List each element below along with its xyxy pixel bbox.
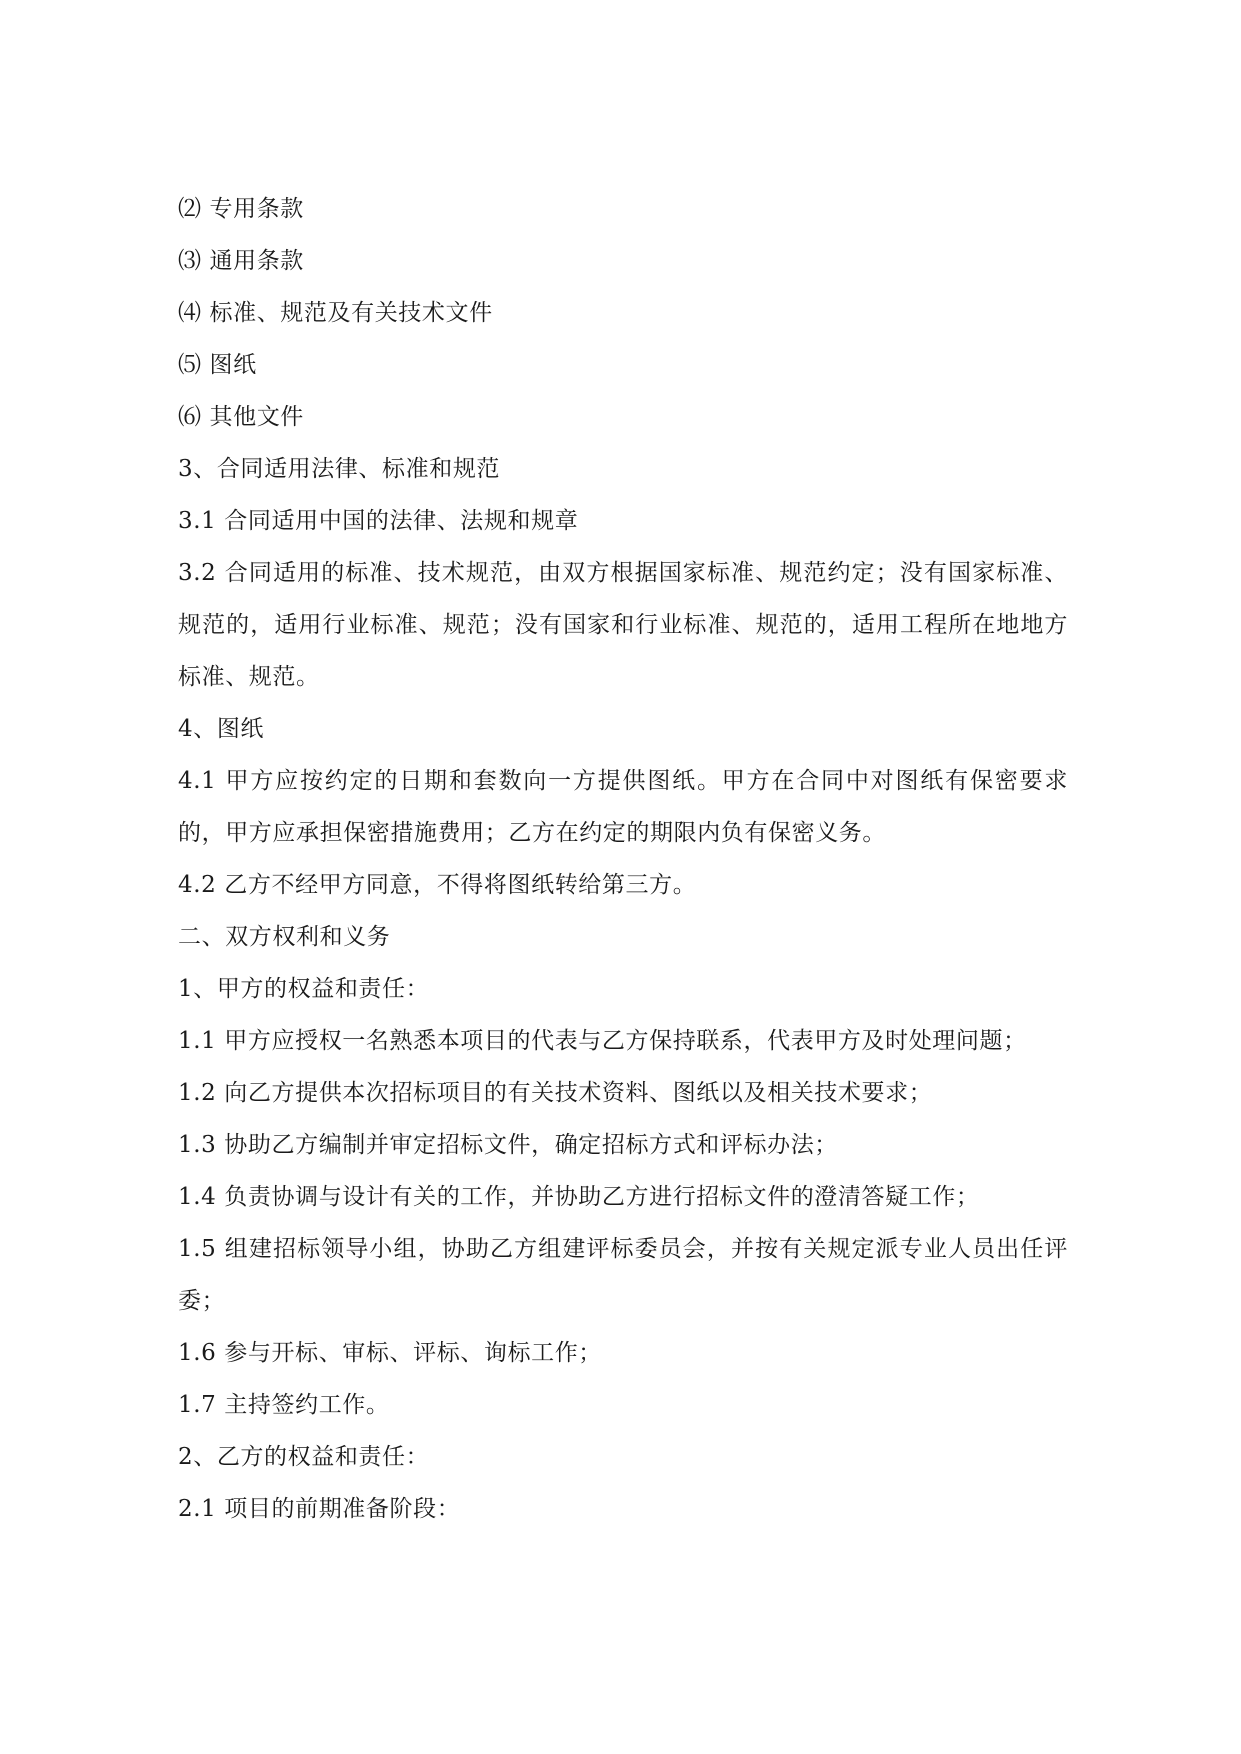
clause-4-2: 4.2 乙方不经甲方同意，不得将图纸转给第三方。 (178, 872, 697, 898)
clause-1-7: 1.7 主持签约工作。 (178, 1392, 390, 1418)
section-heading-4: 4、图纸 (178, 716, 265, 742)
document-body (178, 183, 1068, 1535)
paragraph-item-2: ⑵ 专用条款 (178, 196, 304, 222)
clause-1-5: 1.5 组建招标领导小组，协助乙方组建评标委员会，并按有关规定派专业人员出任评委； (178, 1236, 1068, 1314)
clause-1-3: 1.3 协助乙方编制并审定招标文件，确定招标方式和评标办法； (178, 1132, 838, 1158)
clause-3-2: 3.2 合同适用的标准、技术规范，由双方根据国家标准、规范约定；没有国家标准、规范的，适用行业标准、规范；没有国家和行业标准、规范的，适用工程所在地地方标准、规范。 (178, 560, 1068, 690)
paragraph-item-4: ⑷ 标准、规范及有关技术文件 (178, 300, 493, 326)
chapter-heading-2: 二、双方权利和义务 (178, 924, 391, 950)
clause-1-4: 1.4 负责协调与设计有关的工作，并协助乙方进行招标文件的澄清答疑工作； (178, 1184, 980, 1210)
paragraph-item-6: ⑹ 其他文件 (178, 404, 304, 430)
section-heading-3: 3、合同适用法律、标准和规范 (178, 456, 501, 482)
section-heading-party-b: 2、乙方的权益和责任： (178, 1444, 430, 1470)
paragraph-item-5: ⑸ 图纸 (178, 352, 257, 378)
paragraph-item-3: ⑶ 通用条款 (178, 248, 304, 274)
clause-1-6: 1.6 参与开标、审标、评标、询标工作； (178, 1340, 602, 1366)
clause-1-2: 1.2 向乙方提供本次招标项目的有关技术资料、图纸以及相关技术要求； (178, 1080, 933, 1106)
clause-3-1: 3.1 合同适用中国的法律、法规和规章 (178, 508, 579, 534)
clause-4-1: 4.1 甲方应按约定的日期和套数向一方提供图纸。甲方在合同中对图纸有保密要求的，甲方应承担保密措施费用；乙方在约定的期限内负有保密义务。 (178, 768, 1068, 846)
clause-2-1: 2.1 项目的前期准备阶段： (178, 1496, 461, 1522)
clause-1-1: 1.1 甲方应授权一名熟悉本项目的代表与乙方保持联系，代表甲方及时处理问题； (178, 1028, 1027, 1054)
section-heading-party-a: 1、甲方的权益和责任： (178, 976, 430, 1002)
